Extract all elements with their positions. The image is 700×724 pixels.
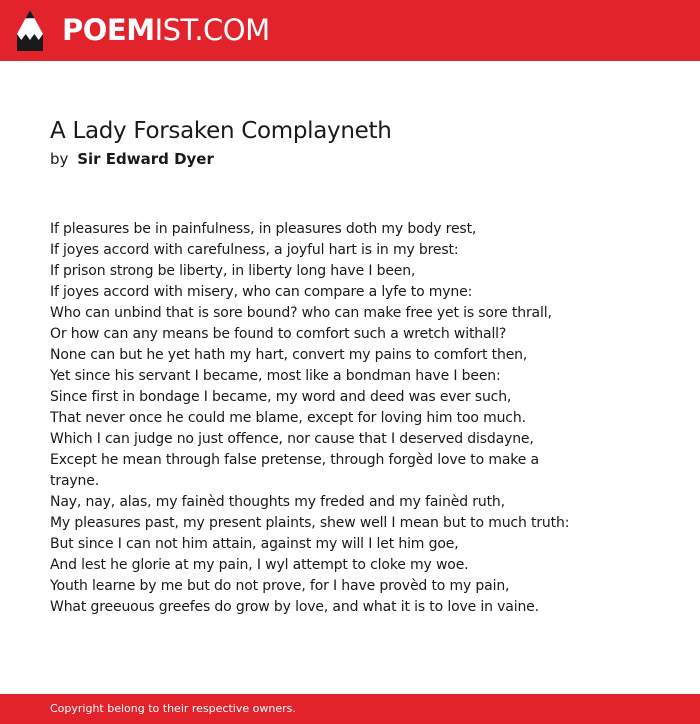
by-label: by xyxy=(50,150,69,168)
poem-line: But since I can not him attain, against my will I let him goe, xyxy=(50,536,459,552)
poem-line: And lest he glorie at my pain, I wyl attempt to cloke my woe. xyxy=(50,557,469,573)
copyright-notice: Copyright belong to their respective owners. xyxy=(50,702,296,715)
poem-line: Youth learne by me but do not prove, for I have provèd to my pain, xyxy=(50,578,510,594)
poem-line: If joyes accord with carefulness, a joyful hart is in my brest: xyxy=(50,242,459,258)
poem-line: None can but he yet hath my hart, convert my pains to comfort then, xyxy=(50,347,528,363)
site-logo[interactable] xyxy=(62,12,270,48)
poem-line: Or how can any means be found to comfort such a wretch withall? xyxy=(50,326,507,342)
poem-line: What greeuous greefes do grow by love, and what it is to love in vaine. xyxy=(50,599,539,615)
poem-line: If joyes accord with misery, who can compare a lyfe to myne: xyxy=(50,284,473,300)
poem-line: If pleasures be in painfulness, in pleasures doth my body rest, xyxy=(50,221,477,237)
site-header xyxy=(0,0,700,61)
site-footer xyxy=(0,694,700,724)
poem-line: If prison strong be liberty, in liberty long have I been, xyxy=(50,263,416,279)
poem-title: A Lady Forsaken Complayneth xyxy=(50,118,392,144)
poem-author[interactable]: Sir Edward Dyer xyxy=(77,150,214,168)
poem-line: Except he mean through false pretense, through forgèd love to make a trayne. xyxy=(50,452,539,489)
poem-byline xyxy=(50,149,214,169)
poem-line: That never once he could me blame, except for loving him too much. xyxy=(50,410,526,426)
poem-line: Since first in bondage I became, my word and deed was ever such, xyxy=(50,389,512,405)
pencil-icon[interactable] xyxy=(17,10,43,51)
logo-light: IST.COM xyxy=(154,13,270,47)
poem-line: Nay, nay, alas, my fainèd thoughts my freded and my fainèd ruth, xyxy=(50,494,505,510)
poem-line: Yet since his servant I became, most like a bondman have I been: xyxy=(50,368,501,384)
poem-line: My pleasures past, my present plaints, shew well I mean but to much truth: xyxy=(50,515,570,531)
poem-body xyxy=(50,219,580,618)
poem-line: Which I can judge no just offence, nor cause that I deserved disdayne, xyxy=(50,431,534,447)
poem-line: Who can unbind that is sore bound? who can make free yet is sore thrall, xyxy=(50,305,552,321)
logo-bold: POEM xyxy=(62,13,155,47)
